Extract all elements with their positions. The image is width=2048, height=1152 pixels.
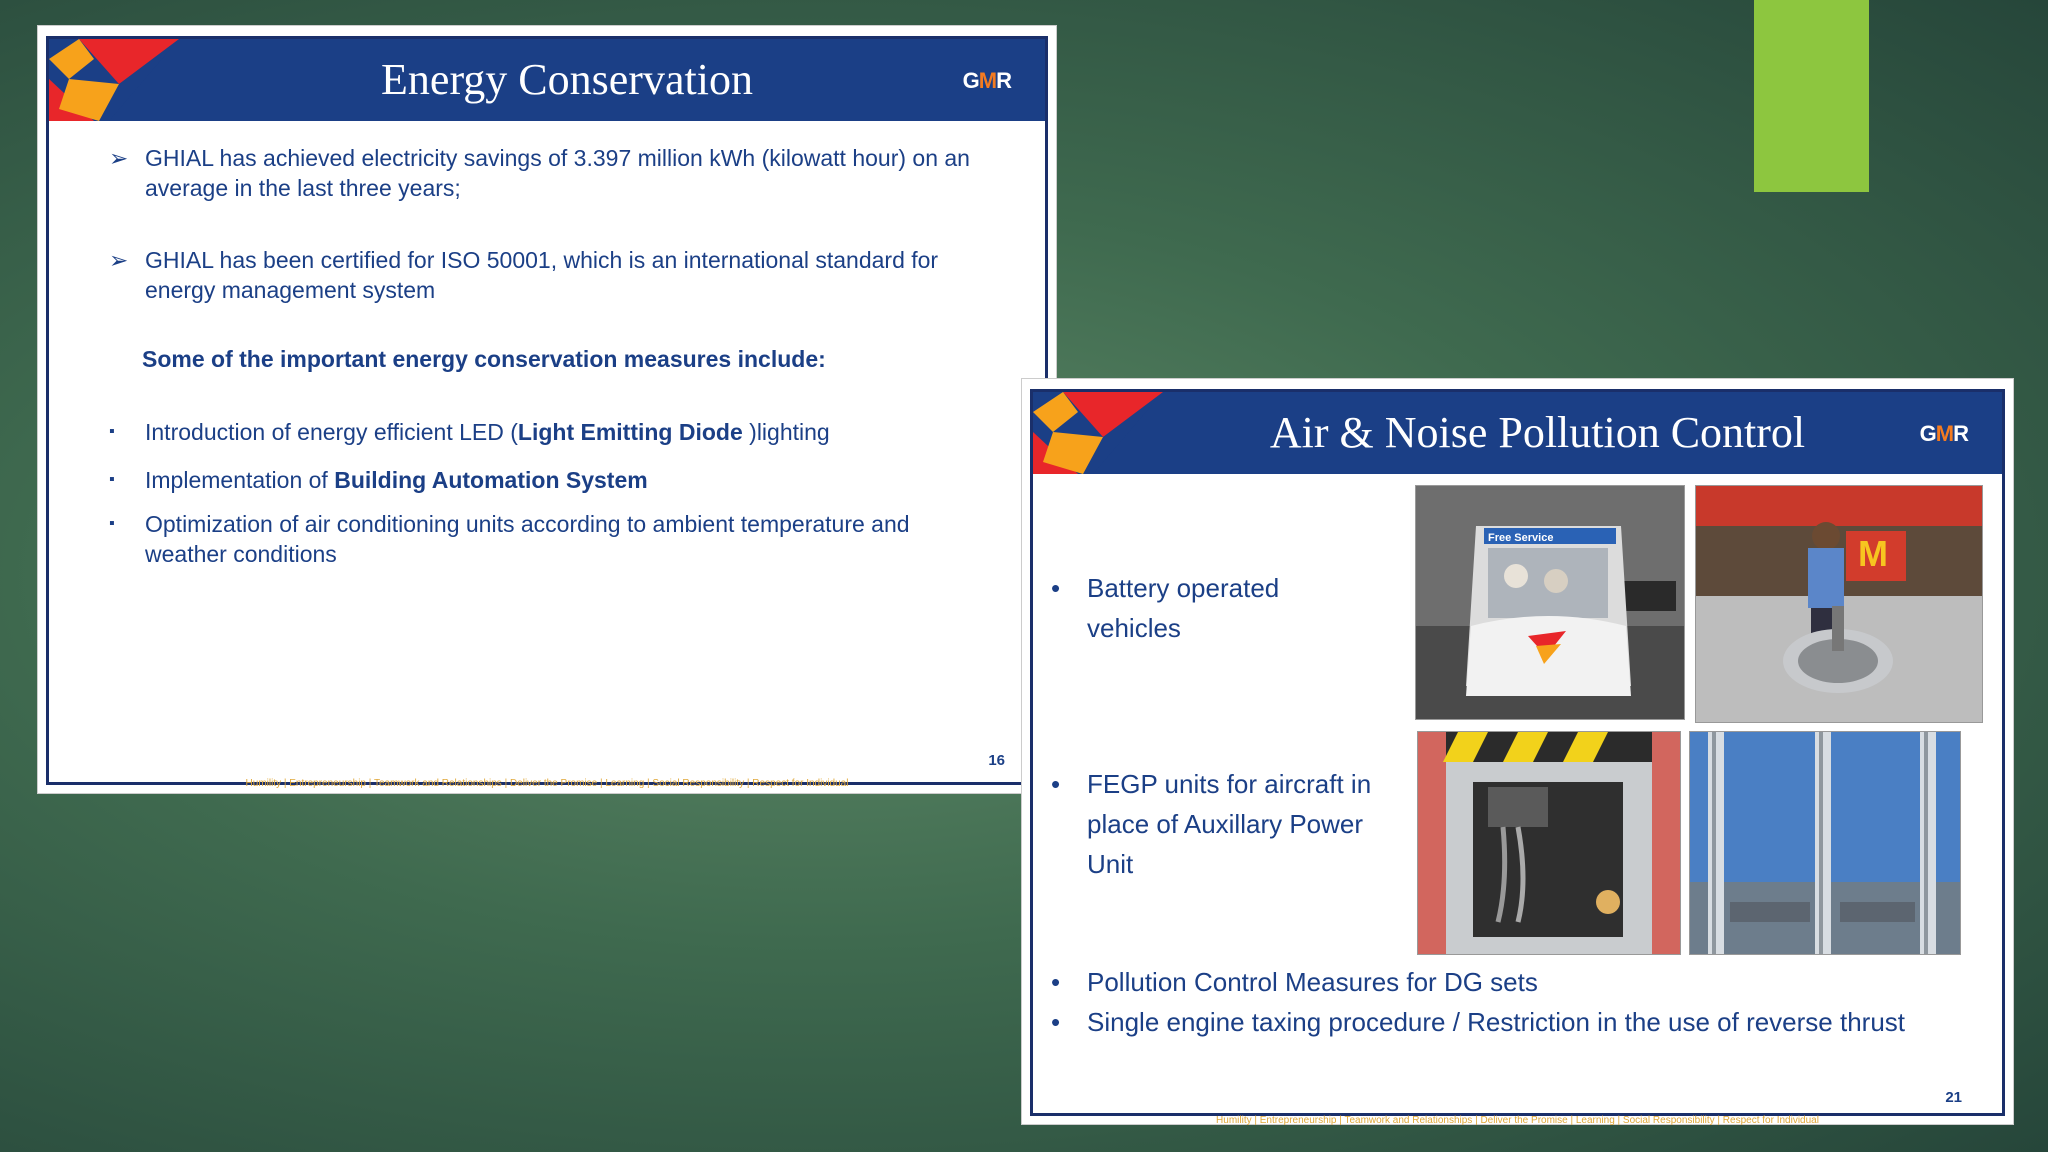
- paragraph-text: GHIAL has been certified for ISO 50001, which is an international standard for energy management system: [145, 247, 939, 303]
- svg-text:Free Service: Free Service: [1488, 532, 1554, 544]
- square-bullet-icon: ▪: [109, 423, 115, 440]
- slide-title: Energy Conservation: [381, 55, 753, 104]
- slide-frame: [1030, 389, 2005, 1126]
- page-number: 21: [1945, 1089, 1962, 1106]
- bullet-text: Battery operated vehicles: [1087, 573, 1280, 643]
- dot-bullet-icon: •: [1051, 769, 1061, 799]
- slide-header: [1033, 392, 2002, 474]
- bullet-text: Optimization of air conditioning units according to ambient temperature and weather conditions: [145, 511, 910, 567]
- bullet-item: [1051, 568, 1381, 688]
- bullet-text: FEGP units for aircraft in place of Auxillary Power Unit: [1087, 769, 1372, 879]
- bullet-text: Pollution Control Measures for DG sets: [1087, 967, 1538, 997]
- bullet-text: Implementation of Building Automation System: [145, 467, 648, 493]
- values-footer: Humility | Entrepreneurship | Teamwork and Relationships | Deliver the Promise | Learning | Social Responsibility | Respect for Individual: [1216, 1115, 1819, 1126]
- arrow-bullet-icon: ➢: [109, 145, 129, 171]
- square-bullet-icon: ▪: [109, 471, 115, 488]
- subheading: Some of the important energy conservation measures include:: [142, 346, 826, 372]
- photo-lighting-poles: [1689, 731, 1961, 955]
- segway-image: [1696, 486, 1982, 722]
- gmr-kite-logo-icon: [1033, 392, 1163, 474]
- gmr-logo: GMR: [1919, 421, 1968, 446]
- slide-air-noise-pollution: [1021, 378, 2014, 1125]
- decorative-accent-bar: [1754, 0, 1869, 192]
- bullet-text: Single engine taxing procedure / Restriction in the use of reverse thrust: [1087, 1007, 1906, 1037]
- photo-fegp-pit: [1417, 731, 1681, 955]
- page-number: 16: [988, 752, 1005, 769]
- slide-header: [49, 39, 1045, 121]
- values-footer: Humility | Entrepreneurship | Teamwork and Relationships | Deliver the Promise | Learning | Social Responsibility | Respect for Individual: [245, 778, 849, 789]
- photo-battery-cart: [1415, 485, 1685, 720]
- battery-cart-image: [1416, 486, 1684, 719]
- svg-text:M: M: [1858, 533, 1888, 574]
- dot-bullet-icon: •: [1051, 967, 1061, 997]
- slide-title: Air & Noise Pollution Control: [1269, 408, 1806, 457]
- slide-frame: [46, 36, 1048, 789]
- dot-bullet-icon: •: [1051, 1007, 1061, 1037]
- paragraph-text: GHIAL has achieved electricity savings of 3.397 million kWh (kilowatt hour) on an average in the last three years;: [145, 145, 970, 201]
- fegp-pit-image: [1418, 732, 1680, 954]
- gmr-kite-logo-icon: [49, 39, 179, 121]
- arrow-bullet-icon: ➢: [109, 247, 129, 273]
- square-bullet-icon: ▪: [109, 515, 115, 532]
- dot-bullet-icon: •: [1051, 573, 1061, 603]
- slide-energy-conservation: [37, 25, 1057, 794]
- photo-segway: [1695, 485, 1983, 723]
- gmr-logo: GMR: [962, 68, 1011, 93]
- bullet-text: Introduction of energy efficient LED (Light Emitting Diode )lighting: [145, 419, 830, 445]
- poles-image: [1690, 732, 1960, 954]
